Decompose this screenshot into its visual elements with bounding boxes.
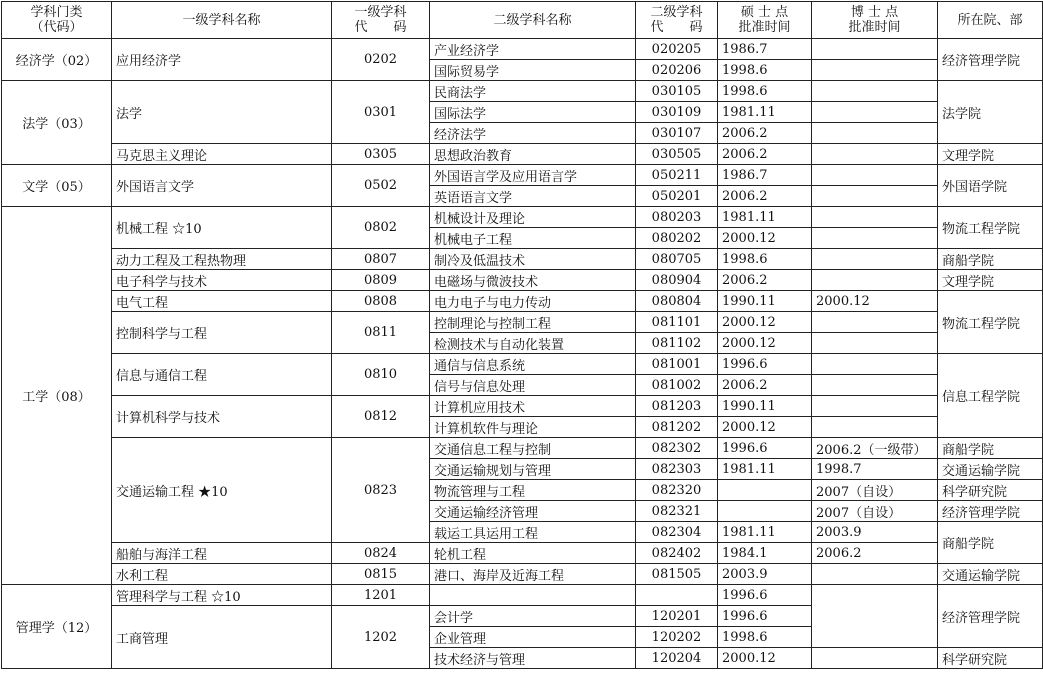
- doctor-approval-cell: [812, 354, 938, 375]
- master-approval-cell: 2000.12: [718, 333, 812, 354]
- department-cell: 科学研究院: [938, 648, 1043, 669]
- department-cell: 物流工程学院: [938, 291, 1043, 354]
- second-level-code-cell: 120204: [636, 648, 718, 669]
- second-level-name-cell: 机械设计及理论: [430, 207, 636, 228]
- master-approval-cell: 2006.2: [718, 375, 812, 396]
- master-approval-cell: 1996.6: [718, 438, 812, 459]
- second-level-name-cell: 信号与信息处理: [430, 375, 636, 396]
- first-level-name-cell: 控制科学与工程: [112, 312, 332, 354]
- first-level-name-cell: 动力工程及工程热物理: [112, 249, 332, 270]
- master-approval-cell: 1990.11: [718, 291, 812, 312]
- first-level-code-cell: 0502: [332, 165, 430, 207]
- department-cell: 经济管理学院: [938, 501, 1043, 522]
- second-level-code-cell: 081202: [636, 417, 718, 438]
- master-approval-cell: 1996.6: [718, 354, 812, 375]
- second-level-code-cell: 020206: [636, 60, 718, 81]
- second-level-name-cell: 民商法学: [430, 81, 636, 102]
- department-cell: 经济管理学院: [938, 585, 1043, 648]
- second-level-code-cell: 082303: [636, 459, 718, 480]
- second-level-name-cell: 思想政治教育: [430, 144, 636, 165]
- master-approval-cell: 2006.2: [718, 270, 812, 291]
- second-level-code-cell: 082304: [636, 522, 718, 543]
- second-level-name-cell: 制冷及低温技术: [430, 249, 636, 270]
- first-level-name-cell: 外国语言文学: [112, 165, 332, 207]
- doctor-approval-cell: [812, 60, 938, 81]
- master-approval-cell: 1998.6: [718, 627, 812, 648]
- second-level-code-cell: 081505: [636, 564, 718, 585]
- master-approval-cell: 1981.11: [718, 459, 812, 480]
- table-row: [2, 165, 1043, 186]
- doctor-approval-cell: 2006.2（一级带）: [812, 438, 938, 459]
- department-cell: 文理学院: [938, 144, 1043, 165]
- first-level-code-cell: 0305: [332, 144, 430, 165]
- doctor-approval-cell: [812, 396, 938, 417]
- master-approval-cell: 1998.6: [718, 81, 812, 102]
- second-level-name-cell: 外国语言学及应用语言学: [430, 165, 636, 186]
- second-level-code-cell: 020205: [636, 39, 718, 60]
- first-level-name-cell: 管理科学与工程 ☆10: [112, 585, 332, 606]
- master-approval-cell: 1981.11: [718, 207, 812, 228]
- second-level-code-cell: 082402: [636, 543, 718, 564]
- first-level-name-cell: 水利工程: [112, 564, 332, 585]
- table-row: [2, 312, 1043, 333]
- second-level-name-cell: 机械电子工程: [430, 228, 636, 249]
- department-cell: 外国语学院: [938, 165, 1043, 207]
- second-level-name-cell: 载运工具运用工程: [430, 522, 636, 543]
- master-approval-cell: 2000.12: [718, 648, 812, 669]
- second-level-code-cell: 050211: [636, 165, 718, 186]
- second-level-name-cell: 技术经济与管理: [430, 648, 636, 669]
- first-level-code-cell: 1202: [332, 606, 430, 669]
- first-level-code-cell: 0824: [332, 543, 430, 564]
- doctor-approval-cell: [812, 144, 938, 165]
- second-level-code-cell: 081001: [636, 354, 718, 375]
- first-level-code-cell: 0808: [332, 291, 430, 312]
- doctor-approval-cell: [812, 102, 938, 123]
- first-level-name-cell: 机械工程 ☆10: [112, 207, 332, 249]
- second-level-name-cell: 电力电子与电力传动: [430, 291, 636, 312]
- second-level-code-cell: 080904: [636, 270, 718, 291]
- department-cell: 科学研究院: [938, 480, 1043, 501]
- department-cell: 商船学院: [938, 438, 1043, 459]
- second-level-code-cell: 030505: [636, 144, 718, 165]
- doctor-approval-cell: [812, 249, 938, 270]
- department-cell: 商船学院: [938, 249, 1043, 270]
- master-approval-cell: 2000.12: [718, 417, 812, 438]
- doctor-approval-cell: 2006.2: [812, 543, 938, 564]
- header-second-level-name: 二级学科名称: [430, 2, 636, 39]
- category-cell: 管理学（12）: [2, 585, 112, 669]
- second-level-name-cell: 物流管理与工程: [430, 480, 636, 501]
- second-level-code-cell: [636, 585, 718, 606]
- table-row: [2, 396, 1043, 417]
- second-level-code-cell: 050201: [636, 186, 718, 207]
- first-level-code-cell: 0823: [332, 438, 430, 543]
- table-row: [2, 81, 1043, 102]
- master-approval-cell: 1981.11: [718, 102, 812, 123]
- doctor-approval-cell: [812, 228, 938, 249]
- second-level-name-cell: 电磁场与微波技术: [430, 270, 636, 291]
- doctor-approval-cell: 2003.9: [812, 522, 938, 543]
- first-level-code-cell: 0811: [332, 312, 430, 354]
- second-level-code-cell: 030107: [636, 123, 718, 144]
- first-level-name-cell: 应用经济学: [112, 39, 332, 81]
- second-level-code-cell: 082320: [636, 480, 718, 501]
- first-level-code-cell: 0802: [332, 207, 430, 249]
- doctor-approval-cell: 2000.12: [812, 291, 938, 312]
- master-approval-cell: 1998.6: [718, 60, 812, 81]
- category-cell: 工学（08）: [2, 207, 112, 585]
- second-level-code-cell: 081203: [636, 396, 718, 417]
- first-level-name-cell: 马克思主义理论: [112, 144, 332, 165]
- first-level-code-cell: 0807: [332, 249, 430, 270]
- table-row: [2, 249, 1043, 270]
- second-level-name-cell: 交通信息工程与控制: [430, 438, 636, 459]
- header-first-level-code: 一级学科 代 码: [332, 2, 430, 39]
- first-level-name-cell: 船舶与海洋工程: [112, 543, 332, 564]
- second-level-code-cell: 120202: [636, 627, 718, 648]
- doctor-approval-cell: [812, 417, 938, 438]
- category-cell: 法学（03）: [2, 81, 112, 165]
- master-approval-cell: [718, 501, 812, 522]
- master-approval-cell: 2000.12: [718, 228, 812, 249]
- second-level-code-cell: 082302: [636, 438, 718, 459]
- master-approval-cell: 1986.7: [718, 39, 812, 60]
- second-level-name-cell: 控制理论与控制工程: [430, 312, 636, 333]
- first-level-code-cell: 0812: [332, 396, 430, 438]
- doctor-approval-cell: [812, 270, 938, 291]
- master-approval-cell: 2006.2: [718, 144, 812, 165]
- second-level-code-cell: 081002: [636, 375, 718, 396]
- doctor-approval-cell: [812, 39, 938, 60]
- first-level-code-cell: 1201: [332, 585, 430, 606]
- header-doctor-approval-date: 博 士 点 批准时间: [812, 2, 938, 39]
- first-level-name-cell: 信息与通信工程: [112, 354, 332, 396]
- second-level-name-cell: 经济法学: [430, 123, 636, 144]
- doctor-approval-cell: [812, 648, 938, 669]
- master-approval-cell: 1996.6: [718, 606, 812, 627]
- table-row: [2, 438, 1043, 459]
- table-row: [2, 270, 1043, 291]
- doctor-approval-cell: [812, 123, 938, 144]
- doctor-approval-cell: [812, 186, 938, 207]
- master-approval-cell: 1990.11: [718, 396, 812, 417]
- doctor-approval-cell: 2007（自设）: [812, 501, 938, 522]
- department-cell: 文理学院: [938, 270, 1043, 291]
- doctor-approval-cell: [812, 375, 938, 396]
- header-first-level-name: 一级学科名称: [112, 2, 332, 39]
- second-level-code-cell: 080705: [636, 249, 718, 270]
- table-row: [2, 585, 1043, 606]
- second-level-name-cell: 会计学: [430, 606, 636, 627]
- table-row: [2, 564, 1043, 585]
- department-cell: 物流工程学院: [938, 207, 1043, 249]
- second-level-name-cell: 国际法学: [430, 102, 636, 123]
- doctor-approval-cell: 1998.7: [812, 459, 938, 480]
- second-level-name-cell: 交通运输经济管理: [430, 501, 636, 522]
- first-level-name-cell: 交通运输工程 ★10: [112, 438, 332, 543]
- first-level-name-cell: 电子科学与技术: [112, 270, 332, 291]
- department-cell: 商船学院: [938, 522, 1043, 564]
- second-level-name-cell: 英语语言文学: [430, 186, 636, 207]
- department-cell: 经济管理学院: [938, 39, 1043, 81]
- first-level-code-cell: 0202: [332, 39, 430, 81]
- second-level-code-cell: 080202: [636, 228, 718, 249]
- first-level-name-cell: 电气工程: [112, 291, 332, 312]
- second-level-code-cell: 081101: [636, 312, 718, 333]
- master-approval-cell: 1986.7: [718, 165, 812, 186]
- second-level-name-cell: 港口、海岸及近海工程: [430, 564, 636, 585]
- category-cell: 文学（05）: [2, 165, 112, 207]
- first-level-name-cell: 法学: [112, 81, 332, 144]
- second-level-name-cell: 通信与信息系统: [430, 354, 636, 375]
- category-cell: 经济学（02）: [2, 39, 112, 81]
- doctor-approval-cell: [812, 207, 938, 228]
- doctor-approval-cell: [812, 585, 938, 648]
- table-row: [2, 39, 1043, 60]
- second-level-code-cell: 080203: [636, 207, 718, 228]
- master-approval-cell: 1996.6: [718, 585, 812, 606]
- header-master-approval-date: 硕 士 点 批准时间: [718, 2, 812, 39]
- second-level-name-cell: [430, 585, 636, 606]
- second-level-name-cell: 产业经济学: [430, 39, 636, 60]
- first-level-code-cell: 0810: [332, 354, 430, 396]
- second-level-name-cell: 交通运输规划与管理: [430, 459, 636, 480]
- doctor-approval-cell: [812, 312, 938, 333]
- master-approval-cell: 1998.6: [718, 249, 812, 270]
- second-level-code-cell: 030105: [636, 81, 718, 102]
- header-row: [2, 2, 1043, 39]
- first-level-name-cell: 计算机科学与技术: [112, 396, 332, 438]
- doctor-approval-cell: [812, 81, 938, 102]
- table-row: [2, 354, 1043, 375]
- second-level-code-cell: 080804: [636, 291, 718, 312]
- discipline-table: [1, 1, 1043, 669]
- second-level-name-cell: 计算机应用技术: [430, 396, 636, 417]
- second-level-name-cell: 检测技术与自动化装置: [430, 333, 636, 354]
- header-department: 所在院、部: [938, 2, 1043, 39]
- department-cell: 信息工程学院: [938, 354, 1043, 438]
- doctor-approval-cell: [812, 165, 938, 186]
- second-level-name-cell: 计算机软件与理论: [430, 417, 636, 438]
- second-level-code-cell: 081102: [636, 333, 718, 354]
- doctor-approval-cell: [812, 564, 938, 585]
- header-category: 学科门类 （代码）: [2, 2, 112, 39]
- master-approval-cell: 2003.9: [718, 564, 812, 585]
- table-row: [2, 291, 1043, 312]
- table-row: [2, 144, 1043, 165]
- doctor-approval-cell: [812, 333, 938, 354]
- first-level-name-cell: 工商管理: [112, 606, 332, 669]
- master-approval-cell: 1981.11: [718, 522, 812, 543]
- master-approval-cell: 2006.2: [718, 123, 812, 144]
- first-level-code-cell: 0809: [332, 270, 430, 291]
- department-cell: 交通运输学院: [938, 459, 1043, 480]
- header-second-level-code: 二级学科 代 码: [636, 2, 718, 39]
- department-cell: 交通运输学院: [938, 564, 1043, 585]
- second-level-code-cell: 030109: [636, 102, 718, 123]
- first-level-code-cell: 0301: [332, 81, 430, 144]
- department-cell: 法学院: [938, 81, 1043, 144]
- doctor-approval-cell: 2007（自设）: [812, 480, 938, 501]
- second-level-name-cell: 企业管理: [430, 627, 636, 648]
- table-body: [2, 39, 1043, 669]
- first-level-code-cell: 0815: [332, 564, 430, 585]
- second-level-name-cell: 轮机工程: [430, 543, 636, 564]
- table-row: [2, 543, 1043, 564]
- master-approval-cell: [718, 480, 812, 501]
- master-approval-cell: 2000.12: [718, 312, 812, 333]
- second-level-code-cell: 120201: [636, 606, 718, 627]
- master-approval-cell: 1984.1: [718, 543, 812, 564]
- master-approval-cell: 2006.2: [718, 186, 812, 207]
- second-level-name-cell: 国际贸易学: [430, 60, 636, 81]
- second-level-code-cell: 082321: [636, 501, 718, 522]
- table-row: [2, 207, 1043, 228]
